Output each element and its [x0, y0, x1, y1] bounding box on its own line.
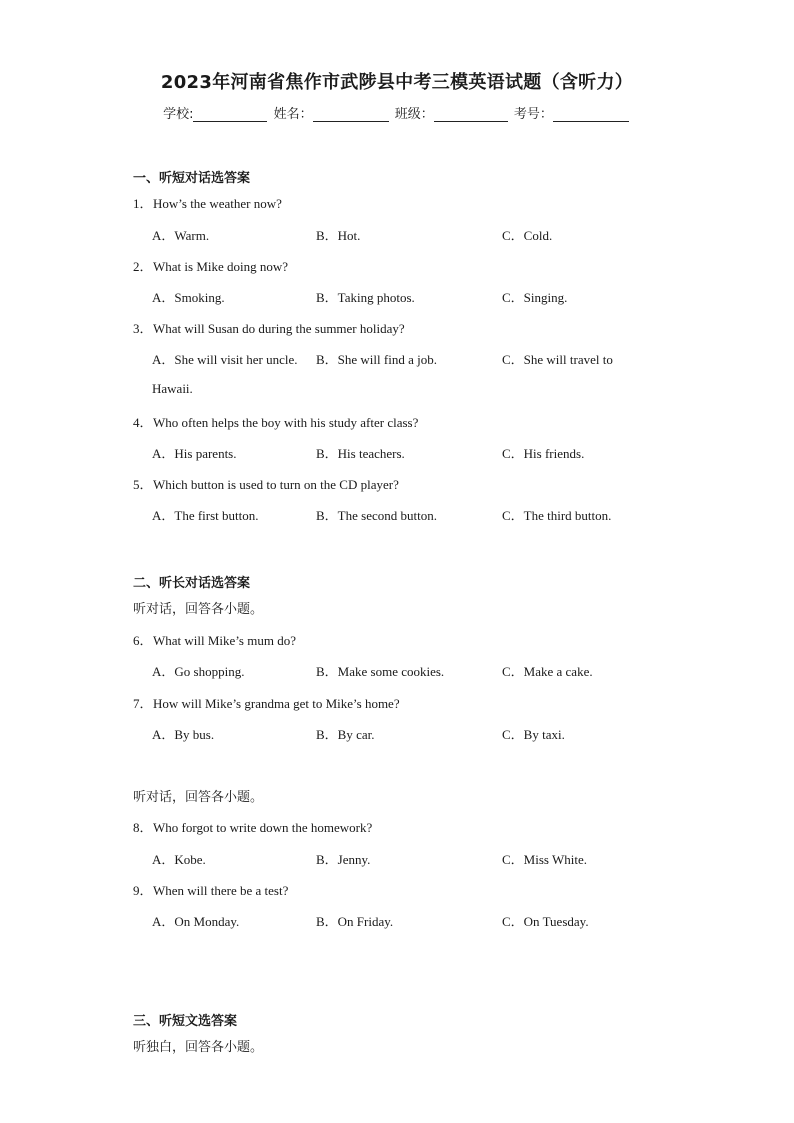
question-7: [133, 693, 400, 712]
name-label: 姓名：: [273, 107, 313, 122]
question-text: Who often helps the boy with his study after class?: [153, 415, 419, 430]
exam-number-blank: [553, 107, 629, 122]
option-b: B．His teachers.: [316, 446, 405, 461]
question-text: When will there be a test?: [153, 883, 289, 898]
option-b: B．She will find a job.: [316, 352, 437, 367]
option-b: B．Taking photos.: [316, 290, 415, 305]
section-heading-3: 三、听短文选答案: [133, 1014, 238, 1029]
question-1: [133, 193, 282, 212]
student-info-line: [0, 103, 794, 122]
class-blank: [434, 107, 508, 122]
question-number: 9．: [133, 883, 153, 898]
instruction-text: 听对话，回答各小题。: [133, 790, 264, 805]
question-9: [133, 880, 288, 899]
question-8: [133, 817, 372, 836]
option-a: A．Kobe.: [152, 852, 206, 867]
question-number: 8．: [133, 820, 153, 835]
option-a: A．She will visit her uncle.: [152, 352, 298, 367]
question-number: 5．: [133, 477, 153, 492]
school-blank: [193, 107, 267, 122]
instruction-text: 听对话，回答各小题。: [133, 602, 264, 617]
question-4: [133, 412, 418, 431]
option-c-continuation: Hawaii.: [152, 381, 193, 396]
question-3: [133, 318, 405, 337]
question-text: What is Mike doing now?: [153, 259, 289, 274]
instruction-text: 听独白，回答各小题。: [133, 1040, 264, 1055]
option-c: C．Cold.: [502, 228, 553, 243]
question-2: [133, 256, 288, 275]
option-b: B．On Friday.: [316, 914, 394, 929]
question-text: How will Mike’s grandma get to Mike’s home?: [153, 696, 400, 711]
question-number: 6．: [133, 633, 153, 648]
exam-number-label: 考号：: [513, 107, 553, 122]
question-number: 3．: [133, 321, 153, 336]
section-heading-1: 一、听短对话选答案: [133, 171, 251, 186]
question-number: 1．: [133, 196, 153, 211]
school-label: 学校:: [163, 107, 194, 122]
option-b: B．Make some cookies.: [316, 664, 445, 679]
option-a: A．On Monday.: [152, 914, 240, 929]
option-a: A．The first button.: [152, 508, 259, 523]
question-5: [133, 474, 399, 493]
option-b: B．By car.: [316, 727, 375, 742]
option-c: C．His friends.: [502, 446, 585, 461]
class-label: 班级：: [394, 107, 434, 122]
question-text: What will Mike’s mum do?: [153, 633, 296, 648]
page-title: 2023年河南省焦作市武陟县中考三模英语试题（含听力）: [160, 72, 634, 93]
option-c: C．By taxi.: [502, 727, 565, 742]
option-a: A．By bus.: [152, 727, 215, 742]
question-text: Who forgot to write down the homework?: [153, 820, 373, 835]
question-number: 2．: [133, 259, 153, 274]
option-c: C．Singing.: [502, 290, 568, 305]
option-b: B．Hot.: [316, 228, 361, 243]
question-number: 7．: [133, 696, 153, 711]
option-a: A．His parents.: [152, 446, 237, 461]
option-c: C．On Tuesday.: [502, 914, 589, 929]
question-text: How’s the weather now?: [153, 196, 282, 211]
question-6: [133, 630, 296, 649]
option-a: A．Warm.: [152, 228, 210, 243]
option-a: A．Go shopping.: [152, 664, 245, 679]
question-text: What will Susan do during the summer holiday?: [153, 321, 405, 336]
option-a: A．Smoking.: [152, 290, 225, 305]
option-b: B．Jenny.: [316, 852, 371, 867]
option-c: C．Miss White.: [502, 852, 587, 867]
section-heading-2: 二、听长对话选答案: [133, 576, 251, 591]
question-number: 4．: [133, 415, 153, 430]
option-c: C．Make a cake.: [502, 664, 593, 679]
question-text: Which button is used to turn on the CD player?: [153, 477, 399, 492]
option-c: C．She will travel to: [502, 352, 613, 367]
name-blank: [313, 107, 389, 122]
option-c: C．The third button.: [502, 508, 612, 523]
option-b: B．The second button.: [316, 508, 437, 523]
